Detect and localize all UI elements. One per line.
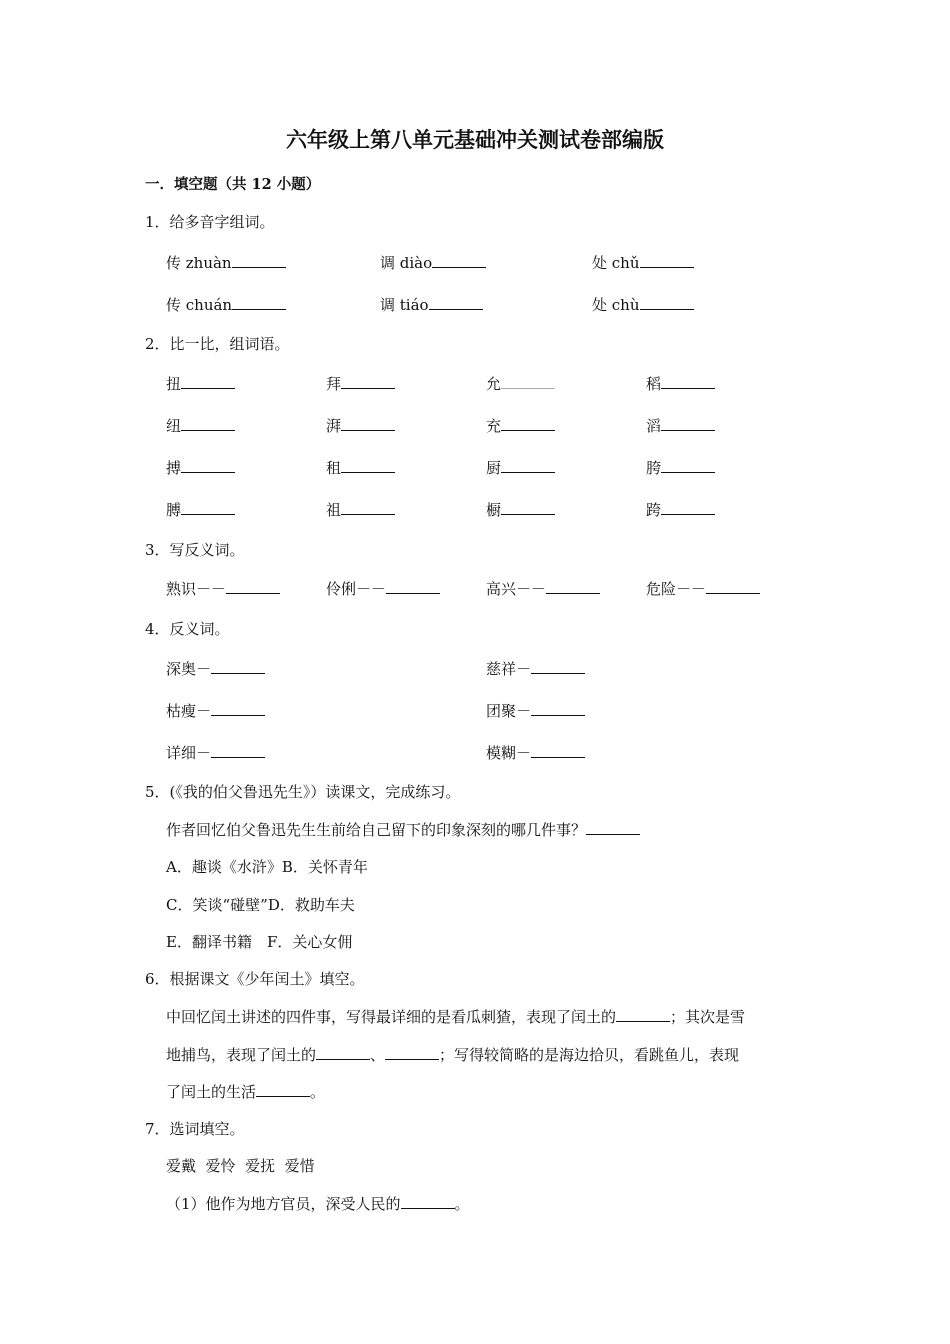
answer-blank[interactable] bbox=[181, 458, 235, 473]
answer-blank[interactable] bbox=[256, 1082, 310, 1097]
q4-item: 枯瘦－ bbox=[166, 701, 265, 721]
q2-item: 橱 bbox=[486, 500, 555, 520]
q1-item: 调 diào bbox=[380, 253, 486, 273]
section-heading: 一．填空题（共 12 小题） bbox=[145, 176, 321, 193]
q2-item: 膊 bbox=[166, 500, 235, 520]
q2-item: 拜 bbox=[326, 374, 395, 394]
q4-item: 团聚－ bbox=[486, 701, 585, 721]
q1-item: 处 chǔ bbox=[592, 253, 694, 273]
answer-blank[interactable] bbox=[706, 579, 760, 594]
q3-stem: 3．写反义词。 bbox=[145, 541, 245, 559]
answer-blank[interactable] bbox=[501, 500, 555, 515]
q4-item: 模糊－ bbox=[486, 743, 585, 763]
q2-item: 租 bbox=[326, 458, 395, 478]
q6-line: 地捕鸟，表现了闰土的 、 ；写得较简略的是海边拾贝，看跳鱼儿，表现 bbox=[166, 1046, 740, 1064]
answer-blank[interactable] bbox=[181, 374, 235, 389]
q5-option-line: A．趣谈《水浒》B．关怀青年 bbox=[166, 858, 368, 876]
answer-blank[interactable] bbox=[661, 416, 715, 431]
q4-stem: 4．反义词。 bbox=[145, 620, 230, 638]
q2-item: 跨 bbox=[646, 500, 715, 520]
answer-blank[interactable] bbox=[341, 416, 395, 431]
answer-blank[interactable] bbox=[341, 374, 395, 389]
q4-item: 慈祥－ bbox=[486, 659, 585, 679]
answer-blank[interactable] bbox=[501, 458, 555, 473]
answer-blank[interactable] bbox=[640, 295, 694, 310]
q2-item: 胯 bbox=[646, 458, 715, 478]
q2-item: 搏 bbox=[166, 458, 235, 478]
q2-item: 厨 bbox=[486, 458, 555, 478]
answer-blank[interactable] bbox=[341, 500, 395, 515]
q6-line: 了闰土的生活 。 bbox=[166, 1083, 326, 1101]
answer-blank[interactable] bbox=[429, 295, 483, 310]
answer-blank[interactable] bbox=[181, 416, 235, 431]
answer-blank[interactable] bbox=[546, 579, 600, 594]
q4-item: 深奥－ bbox=[166, 659, 265, 679]
q5-option-line: C．笑谈“碰壁”D．救助车夫 bbox=[166, 896, 355, 914]
q7-stem: 7．选词填空。 bbox=[145, 1120, 245, 1138]
q1-item: 传 chuán bbox=[166, 295, 286, 315]
q5-question: 作者回忆伯父鲁迅先生生前给自己留下的印象深刻的哪几件事？ bbox=[166, 820, 640, 840]
q5-stem: 5．(《我的伯父鲁迅先生》）读课文，完成练习。 bbox=[145, 783, 461, 801]
answer-blank[interactable] bbox=[501, 416, 555, 431]
answer-blank[interactable] bbox=[341, 458, 395, 473]
answer-blank[interactable] bbox=[386, 579, 440, 594]
answer-blank[interactable] bbox=[616, 1007, 670, 1022]
q2-item: 充 bbox=[486, 416, 555, 436]
answer-blank[interactable] bbox=[586, 820, 640, 835]
q2-stem: 2．比一比，组词语。 bbox=[145, 335, 290, 353]
q2-item: 湃 bbox=[326, 416, 395, 436]
q6-stem: 6．根据课文《少年闰土》填空。 bbox=[145, 970, 365, 988]
answer-blank[interactable] bbox=[211, 659, 265, 674]
answer-blank[interactable] bbox=[531, 701, 585, 716]
q7-sub1: （1）他作为地方官员，深受人民的 。 bbox=[166, 1195, 470, 1213]
q2-item: 稻 bbox=[646, 374, 715, 394]
q7-word-bank: 爱戴 爱怜 爱抚 爱惜 bbox=[166, 1157, 315, 1175]
q1-item: 调 tiáo bbox=[380, 295, 483, 315]
page-title: 六年级上第八单元基础冲关测试卷部编版 bbox=[286, 127, 664, 152]
q3-item: 熟识－－ bbox=[166, 579, 280, 599]
q3-item: 高兴－－ bbox=[486, 579, 600, 599]
answer-blank[interactable] bbox=[661, 458, 715, 473]
q1-stem: 1．给多音字组词。 bbox=[145, 213, 275, 231]
answer-blank[interactable] bbox=[661, 500, 715, 515]
answer-blank[interactable] bbox=[531, 659, 585, 674]
answer-blank[interactable] bbox=[661, 374, 715, 389]
q6-line: 中回忆闰土讲述的四件事，写得最详细的是看瓜刺猹，表现了闰土的 ；其次是雪 bbox=[166, 1008, 746, 1026]
answer-blank[interactable] bbox=[316, 1045, 370, 1060]
answer-blank[interactable] bbox=[432, 253, 486, 268]
q5-option-line: E．翻译书籍 F．关心女佣 bbox=[166, 933, 353, 951]
answer-blank[interactable] bbox=[211, 743, 265, 758]
answer-blank[interactable] bbox=[232, 253, 286, 268]
answer-blank[interactable] bbox=[226, 579, 280, 594]
answer-blank[interactable] bbox=[640, 253, 694, 268]
answer-blank[interactable] bbox=[531, 743, 585, 758]
answer-blank[interactable] bbox=[232, 295, 286, 310]
q1-item: 传 zhuàn bbox=[166, 253, 286, 273]
answer-blank[interactable] bbox=[181, 500, 235, 515]
q2-item: 允 bbox=[486, 374, 555, 394]
answer-blank[interactable] bbox=[501, 374, 555, 389]
answer-blank[interactable] bbox=[385, 1045, 439, 1060]
q3-item: 伶俐－－ bbox=[326, 579, 440, 599]
q2-item: 祖 bbox=[326, 500, 395, 520]
q2-item: 扭 bbox=[166, 374, 235, 394]
q4-item: 详细－ bbox=[166, 743, 265, 763]
q2-item: 纽 bbox=[166, 416, 235, 436]
answer-blank[interactable] bbox=[401, 1194, 455, 1209]
answer-blank[interactable] bbox=[211, 701, 265, 716]
q1-item: 处 chù bbox=[592, 295, 694, 315]
q3-item: 危险－－ bbox=[646, 579, 760, 599]
q2-item: 滔 bbox=[646, 416, 715, 436]
